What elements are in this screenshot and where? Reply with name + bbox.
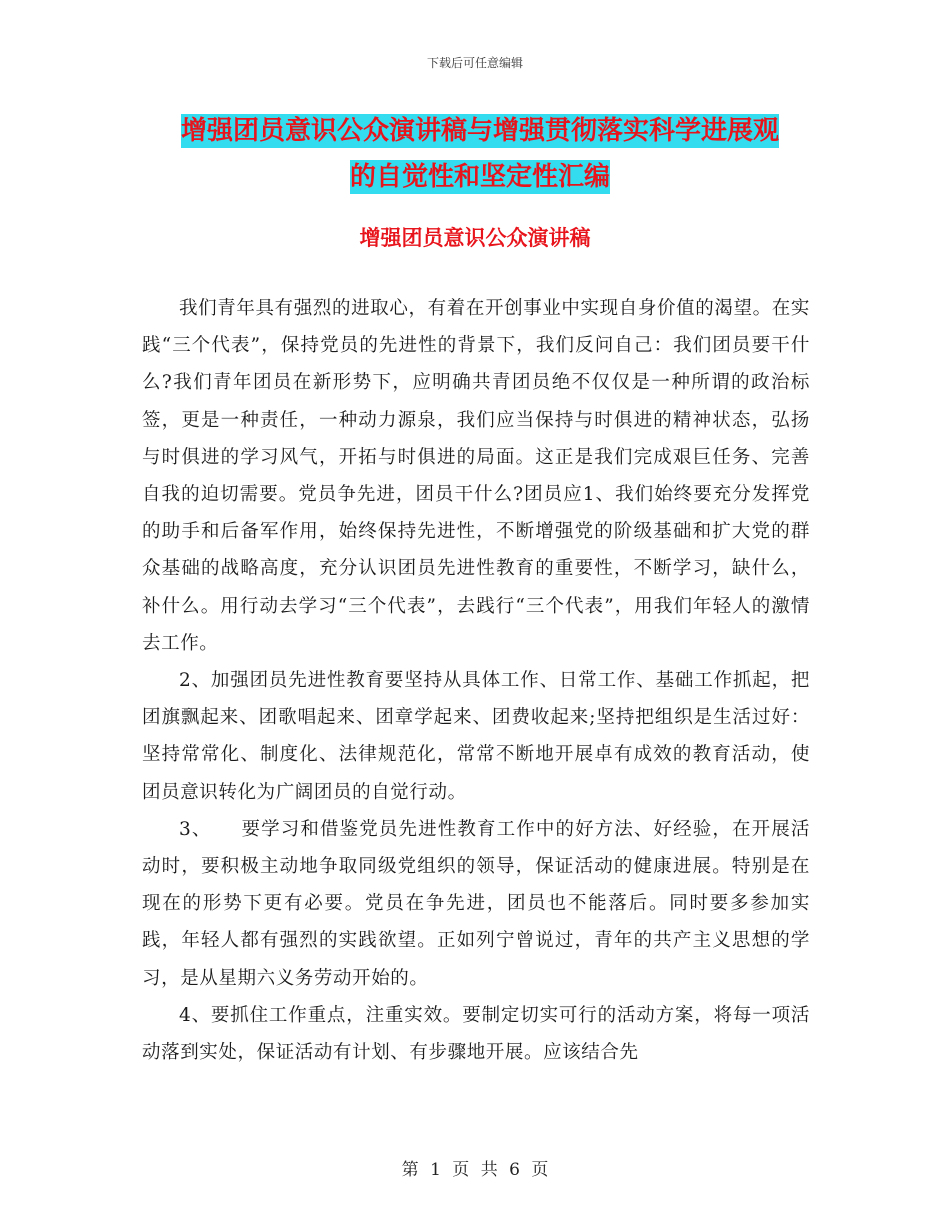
- body-text: [142, 290, 810, 1071]
- title-line-1: 增强团员意识公众演讲稿与增强贯彻落实科学进展观: [180, 116, 779, 146]
- paragraph: 4、要抓住工作重点，注重实效。要制定切实可行的活动方案，将每一项活动落到实处，保证活动有计划、有步骤地开展。应该结合先: [142, 1004, 810, 1064]
- paragraph: 2、加强团员先进性教育要坚持从具体工作、日常工作、基础工作抓起，把团旗飘起来、团歌唱起来、团章学起来、团费收起来;坚持把组织是生活过好：坚持常常化、制度化、法律规范化，常常不断地开展卓有成效的教育活动，使团员意识转化为广阔团员的自觉行动。: [142, 670, 810, 803]
- section-heading: 增强团员意识公众演讲稿: [359, 226, 591, 250]
- header-note: 下载后可任意编辑: [426, 56, 523, 70]
- title-line-2: 的自觉性和坚定性汇编: [349, 162, 610, 192]
- paragraph: 我们青年具有强烈的进取心，有着在开创事业中实现自身价值的渴望。在实践“三个代表”，保持党员的先进性的背景下，我们反问自己：我们团员要干什么?我们青年团员在新形势下，应明确共青团员绝不仅仅是一种所谓的政治标签，更是一种责任，一种动力源泉，我们应当保持与时俱进的精神状态，弘扬与时俱进的学习风气，开拓与时俱进的局面。这正是我们完成艰巨任务、完善自我的迫切需要。党员争先进，团员干什么?团员应1、我们始终要充分发挥党的助手和后备军作用，始终保持先进性，不断增强党的阶级基础和扩大党的群众基础的战略高度，充分认识团员先进性教育的重要性，不断学习，缺什么，补什么。用行动去学习“三个代表”，去践行“三个代表”，用我们年轻人的激情去工作。: [142, 298, 810, 654]
- paragraph: 3、 要学习和借鉴党员先进性教育工作中的好方法、好经验，在开展活动时，要积极主动地争取同级党组织的领导，保证活动的健康进展。特别是在现在的形势下更有必要。党员在争先进，团员也不能落后。同时要多参加实践，年轻人都有强烈的实践欲望。正如列宁曾说过，青年的共产主义思想的学习，是从星期六义务劳动开始的。: [142, 818, 810, 989]
- document-title: [140, 108, 820, 200]
- page-footer: 第 1 页 共 6 页: [401, 1160, 549, 1180]
